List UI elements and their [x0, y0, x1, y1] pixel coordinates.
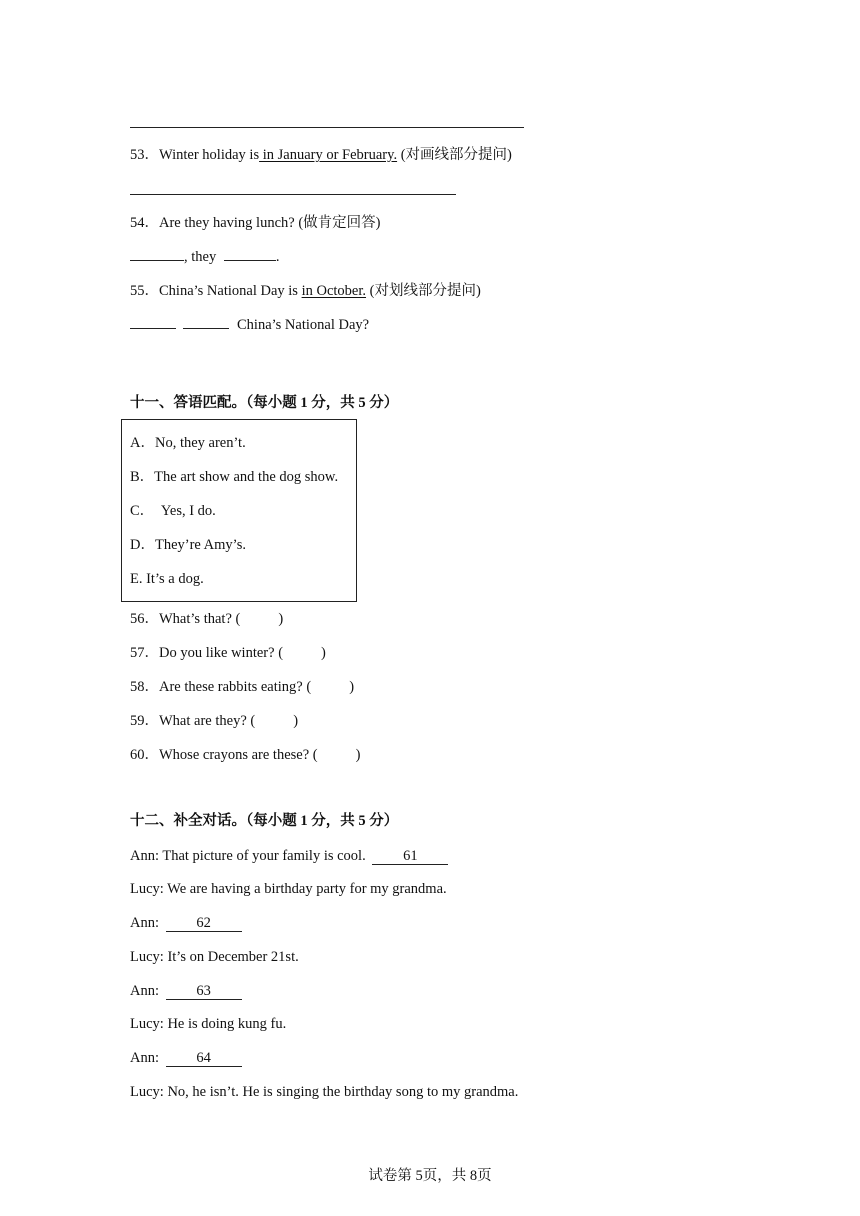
q55-answer	[130, 315, 369, 335]
q57-number: 57．	[130, 645, 159, 661]
q53-text: Winter holiday is	[159, 147, 260, 163]
q55-instruction: (对划线部分提问)	[366, 283, 481, 299]
q60-close: )	[355, 747, 361, 763]
blank-63[interactable]: 63	[166, 983, 242, 1000]
q58-text: Are these rabbits eating? (	[159, 679, 312, 695]
option-b: B．The art show and the dog show.	[130, 469, 339, 485]
option-c	[130, 501, 216, 521]
q56-number: 56．	[130, 611, 159, 627]
dialogue-text: Ann:	[130, 915, 163, 931]
q56-close: )	[278, 611, 284, 627]
blank-61[interactable]: 61	[372, 848, 448, 865]
q59-close: )	[293, 713, 299, 729]
q55-answer-tail: China’s National Day?	[237, 317, 370, 333]
q56-text: What’s that? (	[159, 611, 241, 627]
q57	[130, 643, 326, 663]
q54-answer	[130, 247, 279, 267]
q54-blank-2[interactable]	[224, 247, 276, 261]
option-c-label: C． Yes, I do.	[130, 503, 216, 519]
q54-text: Are they having lunch? (做肯定回答)	[159, 215, 381, 231]
q55	[130, 281, 481, 301]
q58-close: )	[349, 679, 355, 695]
page-footer: 试卷第 5页，共 8页	[368, 1168, 492, 1184]
dialogue-text: Ann: That picture of your family is cool.	[130, 848, 370, 864]
q59-number: 59．	[130, 713, 159, 729]
q54-blank-1[interactable]	[130, 247, 184, 261]
q54-answer-end: .	[275, 249, 280, 265]
q58-number: 58．	[130, 679, 159, 695]
q60	[130, 745, 360, 765]
q57-close: )	[321, 645, 326, 661]
dialogue-line-4: Lucy: It’s on December 21st.	[130, 949, 299, 965]
dialogue-line-1	[130, 846, 448, 866]
dialogue-line-7	[130, 1048, 242, 1068]
q52-answer-line[interactable]	[130, 127, 524, 128]
q55-underlined: in October.	[301, 283, 367, 299]
q53-instruction: (对画线部分提问)	[397, 147, 512, 163]
option-a: A．No, they aren’t.	[130, 435, 246, 451]
dialogue-line-8: Lucy: No, he isn’t. He is singing the birthday song to my grandma.	[130, 1084, 519, 1100]
blank-62[interactable]: 62	[166, 915, 242, 932]
q54-number: 54．	[130, 215, 159, 231]
dialogue-line-6: Lucy: He is doing kung fu.	[130, 1016, 287, 1032]
dialogue-text: Ann:	[130, 983, 163, 999]
q53-number: 53．	[130, 147, 159, 163]
q60-number: 60．	[130, 747, 159, 763]
q59-text: What are they? (	[159, 713, 256, 729]
q59	[130, 711, 298, 731]
q55-number: 55．	[130, 283, 159, 299]
q55-text: China’s National Day is	[159, 283, 302, 299]
option-e: E. It’s a dog.	[130, 571, 204, 587]
q55-blank-1[interactable]	[130, 315, 176, 329]
q57-text: Do you like winter? (	[159, 645, 284, 661]
dialogue-text: Ann:	[130, 1050, 163, 1066]
section11-heading: 十一、答语匹配。（每小题 1 分，共 5 分）	[130, 395, 399, 411]
q54	[130, 213, 380, 233]
q60-text: Whose crayons are these? (	[159, 747, 318, 763]
dialogue-line-2: Lucy: We are having a birthday party for my grandma.	[130, 881, 447, 897]
dialogue-line-3	[130, 913, 242, 933]
q54-answer-mid: , they	[184, 249, 220, 265]
q58	[130, 677, 354, 697]
option-d: D．They’re Amy’s.	[130, 537, 246, 553]
q53-underlined: in January or February.	[259, 147, 398, 163]
dialogue-line-5	[130, 981, 242, 1001]
section12-heading: 十二、补全对话。（每小题 1 分，共 5 分）	[130, 813, 399, 829]
q53-answer-line[interactable]	[130, 194, 456, 195]
q56	[130, 609, 283, 629]
q55-blank-2[interactable]	[183, 315, 229, 329]
q53	[130, 145, 512, 165]
blank-64[interactable]: 64	[166, 1050, 242, 1067]
